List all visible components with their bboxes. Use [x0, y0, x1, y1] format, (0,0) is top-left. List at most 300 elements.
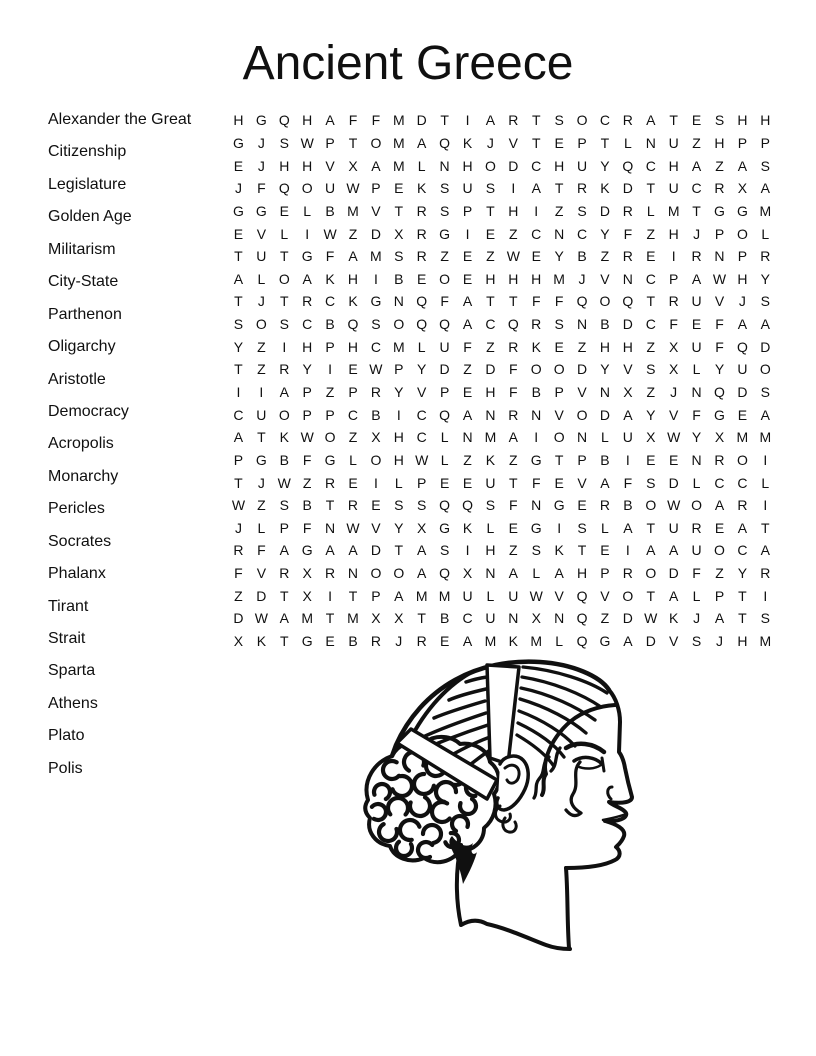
grid-letter: O — [484, 157, 496, 174]
grid-letter: F — [302, 519, 312, 536]
grid-letter: F — [692, 565, 701, 582]
grid-letter: B — [325, 202, 335, 219]
grid-letter: Z — [325, 384, 335, 400]
grid-letter: T — [509, 474, 518, 491]
word-list-item: Athens — [48, 694, 98, 712]
grid-letter: L — [646, 202, 655, 219]
grid-letter: B — [279, 451, 289, 468]
grid-letter: C — [462, 610, 473, 627]
grid-letter: A — [462, 406, 473, 423]
grid-letter: U — [668, 519, 679, 536]
grid-letter: F — [623, 474, 633, 491]
grid-letter: V — [371, 202, 381, 219]
word-list-item: Pericles — [48, 500, 105, 518]
grid-letter: Z — [257, 361, 266, 378]
grid-letter: S — [417, 497, 427, 514]
word-list-item: Monarchy — [48, 467, 119, 485]
grid-letter: S — [760, 384, 770, 400]
grid-letter: X — [394, 610, 404, 627]
grid-letter: J — [578, 270, 586, 287]
grid-letter: L — [692, 474, 701, 491]
grid-letter: M — [530, 633, 543, 650]
grid-letter: K — [531, 338, 541, 355]
grid-letter: G — [370, 293, 382, 310]
grid-letter: U — [691, 338, 702, 355]
grid-letter: P — [600, 565, 610, 582]
grid-letter: T — [279, 633, 289, 650]
grid-letter: A — [348, 248, 358, 265]
grid-letter: A — [417, 542, 427, 559]
grid-letter: I — [511, 180, 516, 197]
grid-letter: H — [485, 384, 496, 400]
grid-letter: P — [554, 384, 564, 400]
grid-letter: A — [554, 565, 564, 582]
grid-letter: W — [323, 225, 337, 242]
grid-letter: K — [462, 134, 473, 151]
grid-letter: Z — [257, 497, 266, 514]
grid-letter: I — [282, 338, 287, 355]
grid-letter: E — [737, 406, 748, 423]
grid-letter: E — [417, 270, 427, 287]
grid-letter: E — [691, 316, 702, 333]
grid-letter: P — [669, 270, 679, 287]
grid-letter: K — [669, 610, 679, 627]
grid-letter: C — [233, 406, 244, 423]
grid-letter: O — [439, 270, 451, 287]
grid-letter: V — [577, 384, 587, 400]
grid-letter: Z — [715, 157, 724, 174]
grid-letter: E — [577, 497, 587, 514]
grid-letter: T — [692, 202, 701, 219]
grid-letter: Q — [278, 112, 290, 129]
grid-letter: B — [348, 633, 358, 650]
grid-letter: A — [646, 112, 656, 129]
grid-letter: A — [760, 316, 770, 333]
grid-letter: X — [348, 157, 358, 174]
grid-letter: L — [257, 519, 266, 536]
grid-letter: E — [669, 451, 679, 468]
grid-letter: W — [277, 474, 291, 491]
grid-letter: A — [737, 157, 748, 174]
word-list-item: City-State — [48, 273, 119, 291]
grid-letter: F — [531, 293, 541, 310]
grid-letter: L — [601, 429, 609, 446]
grid-letter: R — [416, 248, 427, 265]
grid-letter: T — [325, 497, 335, 514]
grid-letter: M — [392, 157, 405, 174]
grid-letter: R — [279, 565, 290, 582]
grid-letter: E — [394, 180, 404, 197]
grid-letter: A — [646, 542, 656, 559]
grid-letter: P — [439, 384, 450, 400]
grid-letter: O — [324, 429, 336, 446]
grid-letter: F — [531, 474, 541, 491]
grid-letter: P — [737, 248, 748, 265]
grid-letter: M — [370, 248, 382, 265]
grid-letter: F — [509, 497, 518, 514]
grid-letter: M — [438, 587, 451, 604]
grid-letter: Q — [439, 134, 451, 151]
grid-letter: O — [759, 361, 771, 378]
grid-letter: R — [714, 180, 725, 197]
word-list-item: Militarism — [48, 240, 116, 258]
grid-letter: A — [371, 157, 381, 174]
grid-letter: T — [486, 202, 495, 219]
grid-letter: W — [369, 361, 383, 378]
grid-letter: Z — [348, 429, 358, 446]
grid-letter: L — [303, 202, 312, 219]
grid-letter: I — [373, 270, 378, 287]
grid-letter: G — [255, 202, 267, 219]
grid-letter: U — [668, 180, 679, 197]
grid-letter: F — [257, 180, 266, 197]
grid-letter: C — [531, 225, 542, 242]
grid-letter: A — [760, 180, 770, 197]
grid-letter: K — [485, 451, 496, 468]
ear — [496, 756, 529, 832]
grid-letter: N — [531, 497, 542, 514]
word-list-item: Tirant — [48, 597, 89, 615]
grid-letter: E — [508, 519, 518, 536]
grid-letter: D — [760, 338, 771, 355]
neck-front-line — [566, 868, 569, 948]
word-list-item: Sparta — [48, 662, 96, 680]
grid-letter: Q — [622, 293, 634, 310]
grid-letter: A — [760, 542, 770, 559]
grid-letter: K — [554, 542, 564, 559]
grid-letter: V — [554, 406, 564, 423]
grid-letter: R — [576, 180, 588, 197]
grid-letter: N — [714, 248, 725, 265]
word-list-item: Phalanx — [48, 565, 106, 583]
grid-letter: L — [349, 451, 357, 468]
grid-letter: N — [531, 406, 542, 423]
grid-letter: S — [394, 497, 404, 514]
grid-letter: F — [257, 542, 266, 559]
grid-letter: S — [714, 112, 725, 129]
grid-letter: J — [738, 293, 746, 310]
eye-inner-corner — [602, 758, 604, 771]
grid-letter: F — [692, 406, 701, 423]
grid-letter: V — [669, 633, 679, 650]
grid-letter: S — [760, 157, 770, 174]
grid-letter: Y — [233, 338, 244, 355]
grid-letter: A — [485, 112, 496, 129]
grid-letter: V — [508, 134, 518, 151]
grid-letter: A — [233, 270, 244, 287]
grid-letter: H — [737, 270, 748, 287]
grid-letter: A — [233, 429, 244, 446]
grid-letter: S — [233, 316, 244, 333]
grid-letter: F — [623, 225, 633, 242]
eyebrow — [566, 744, 604, 752]
grid-letter: K — [279, 429, 289, 446]
grid-letter: J — [257, 134, 265, 151]
grid-letter: P — [279, 519, 289, 536]
grid-letter: R — [737, 497, 748, 514]
grid-letter: A — [623, 633, 633, 650]
grid-letter: D — [599, 202, 611, 219]
grid-letter: B — [577, 248, 587, 265]
grid-letter: S — [577, 202, 587, 219]
grid-letter: S — [371, 316, 381, 333]
grid-letter: Q — [439, 406, 451, 423]
grid-letter: Z — [440, 248, 449, 265]
grid-letter: X — [417, 519, 427, 536]
nostril — [608, 787, 612, 799]
grid-letter: A — [737, 316, 748, 333]
grid-letter: T — [348, 134, 358, 151]
grid-letter: S — [279, 497, 289, 514]
grid-letter: E — [279, 202, 289, 219]
grid-letter: J — [257, 474, 265, 491]
grid-letter: C — [737, 474, 748, 491]
grid-letter: N — [393, 293, 404, 310]
grid-letter: O — [278, 406, 290, 423]
grid-letter: G — [439, 225, 451, 242]
grid-letter: X — [669, 338, 679, 355]
grid-letter: E — [554, 134, 564, 151]
grid-letter: M — [484, 429, 497, 446]
grid-letter: V — [325, 157, 335, 174]
grid-letter: O — [530, 361, 542, 378]
grid-letter: F — [509, 361, 518, 378]
grid-letter: G — [255, 112, 267, 129]
grid-letter: X — [371, 610, 381, 627]
grid-letter: D — [416, 112, 427, 129]
grid-letter: A — [325, 112, 335, 129]
grid-letter: T — [325, 610, 335, 627]
grid-letter: G — [553, 497, 565, 514]
grid-letter: S — [760, 293, 770, 310]
grid-letter: T — [738, 587, 747, 604]
grid-letter: A — [279, 384, 289, 400]
grid-letter: P — [577, 134, 587, 151]
grid-letter: N — [347, 565, 359, 582]
grid-letter: L — [532, 565, 541, 582]
grid-letter: L — [692, 361, 701, 378]
grid-letter: C — [485, 316, 496, 333]
grid-letter: L — [280, 225, 289, 242]
grid-letter: R — [370, 633, 381, 650]
grid-letter: N — [645, 134, 656, 151]
grid-letter: E — [233, 157, 244, 174]
grid-letter: S — [439, 180, 450, 197]
grid-letter: J — [234, 180, 242, 197]
grid-letter: W — [506, 248, 520, 265]
grid-letter: W — [667, 429, 681, 446]
grid-letter: X — [737, 180, 748, 197]
grid-letter: S — [485, 497, 496, 514]
grid-letter: E — [462, 474, 473, 491]
grid-letter: D — [485, 361, 496, 378]
word-list-item: Acropolis — [48, 435, 114, 453]
grid-letter: P — [714, 587, 725, 604]
grid-letter: Q — [347, 316, 359, 333]
grid-letter: A — [600, 474, 610, 491]
grid-letter: R — [347, 497, 359, 514]
grid-letter: P — [394, 361, 404, 378]
grid-letter: Q — [439, 497, 451, 514]
grid-letter: J — [234, 519, 242, 536]
grid-letter: T — [600, 134, 610, 151]
grid-letter: A — [691, 270, 702, 287]
grid-letter: F — [348, 112, 358, 129]
grid-letter: Z — [600, 248, 610, 265]
grid-letter: I — [373, 474, 378, 491]
grid-letter: J — [715, 633, 723, 650]
grid-letter: C — [370, 338, 381, 355]
grid-letter: C — [645, 157, 656, 174]
grid-letter: G — [439, 519, 451, 536]
grid-letter: R — [416, 202, 427, 219]
grid-letter: Y — [554, 248, 564, 265]
grid-letter: P — [417, 474, 427, 491]
grid-letter: O — [736, 225, 748, 242]
grid-letter: P — [737, 134, 748, 151]
grid-letter: T — [279, 587, 289, 604]
grid-letter: P — [371, 587, 381, 604]
grid-letter: V — [714, 293, 725, 310]
grid-letter: R — [279, 361, 290, 378]
grid-letter: E — [439, 633, 450, 650]
grid-letter: H — [508, 270, 519, 287]
grid-letter: R — [416, 225, 427, 242]
grid-letter: I — [534, 429, 539, 446]
grid-letter: A — [279, 610, 289, 627]
grid-letter: O — [714, 542, 725, 559]
grid-letter: S — [279, 316, 289, 333]
grid-letter: D — [737, 384, 748, 400]
grid-letter: Q — [736, 338, 748, 355]
grid-letter: T — [646, 180, 656, 197]
grid-letter: I — [328, 361, 333, 378]
grid-letter: U — [462, 180, 473, 197]
grid-letter: R — [302, 293, 313, 310]
grid-letter: S — [485, 180, 496, 197]
grid-letter: N — [439, 157, 450, 174]
grid-letter: T — [486, 293, 495, 310]
grid-letter: E — [485, 225, 496, 242]
grid-letter: O — [599, 293, 611, 310]
grid-letter: H — [279, 157, 290, 174]
grid-letter: F — [463, 338, 472, 355]
grid-letter: O — [645, 565, 657, 582]
grid-letter: U — [737, 361, 748, 378]
grid-letter: L — [555, 633, 564, 650]
grid-letter: M — [484, 633, 497, 650]
grid-letter: H — [760, 112, 771, 129]
grid-letter: O — [645, 497, 657, 514]
grid-letter: N — [622, 270, 633, 287]
grid-letter: Y — [600, 361, 610, 378]
grid-letter: Y — [394, 384, 404, 400]
grid-letter: E — [554, 338, 564, 355]
grid-letter: O — [370, 134, 382, 151]
grid-letter: G — [714, 202, 725, 219]
grid-letter: T — [554, 451, 564, 468]
grid-letter: K — [600, 180, 610, 197]
grid-letter: N — [508, 610, 519, 627]
grid-letter: U — [256, 406, 267, 423]
word-list-item: Aristotle — [48, 370, 106, 388]
grid-letter: D — [576, 361, 588, 378]
grid-letter: U — [576, 157, 588, 174]
grid-letter: R — [760, 565, 771, 582]
grid-letter: V — [371, 519, 381, 536]
grid-letter: N — [691, 384, 702, 400]
grid-letter: Q — [576, 293, 588, 310]
grid-letter: H — [576, 565, 588, 582]
grid-letter: O — [278, 270, 290, 287]
grid-letter: R — [325, 565, 336, 582]
grid-letter: X — [371, 429, 381, 446]
grid-letter: F — [509, 384, 518, 400]
grid-letter: F — [669, 316, 678, 333]
grid-letter: T — [761, 519, 770, 536]
grid-letter: E — [531, 248, 541, 265]
grid-letter: D — [370, 225, 381, 242]
grid-letter: Q — [278, 180, 290, 197]
grid-letter: K — [348, 293, 358, 310]
grid-letter: E — [691, 112, 702, 129]
grid-letter: Q — [576, 587, 588, 604]
grid-letter: D — [668, 474, 679, 491]
grid-letter: F — [302, 451, 312, 468]
grid-letter: P — [462, 202, 473, 219]
grid-letter: V — [623, 361, 633, 378]
word-list-item: Alexander the Great — [48, 111, 192, 128]
grid-letter: T — [646, 293, 656, 310]
grid-letter: E — [462, 384, 473, 400]
grid-letter: J — [693, 610, 701, 627]
grid-letter: W — [346, 519, 360, 536]
grid-letter: L — [601, 519, 609, 536]
grid-letter: U — [485, 474, 496, 491]
grid-letter: F — [554, 293, 564, 310]
grid-letter: Z — [486, 248, 495, 265]
grid-letter: E — [646, 451, 656, 468]
grid-letter: D — [508, 157, 519, 174]
grid-letter: S — [394, 248, 404, 265]
grid-letter: C — [714, 474, 725, 491]
grid-letter: L — [761, 225, 770, 242]
grid-letter: R — [760, 248, 771, 265]
grid-letter: F — [440, 293, 449, 310]
grid-letter: I — [671, 248, 676, 265]
grid-letter: M — [392, 338, 405, 355]
grid-letter: O — [736, 451, 748, 468]
grid-letter: S — [691, 633, 702, 650]
grid-letter: H — [668, 225, 679, 242]
grid-letter: E — [554, 474, 564, 491]
grid-letter: Q — [439, 316, 451, 333]
grid-letter: X — [646, 429, 656, 446]
grid-letter: N — [485, 406, 496, 423]
grid-letter: W — [415, 451, 429, 468]
grid-letter: N — [554, 610, 565, 627]
grid-letter: A — [623, 406, 633, 423]
grid-letter: T — [577, 542, 587, 559]
grid-letter: S — [554, 316, 564, 333]
grid-letter: A — [302, 270, 312, 287]
grid-letter: P — [577, 451, 587, 468]
word-list-item: Plato — [48, 727, 85, 745]
grid-letter: F — [715, 338, 724, 355]
grid-letter: R — [508, 406, 519, 423]
grid-letter: T — [509, 293, 518, 310]
grid-letter: C — [737, 542, 748, 559]
